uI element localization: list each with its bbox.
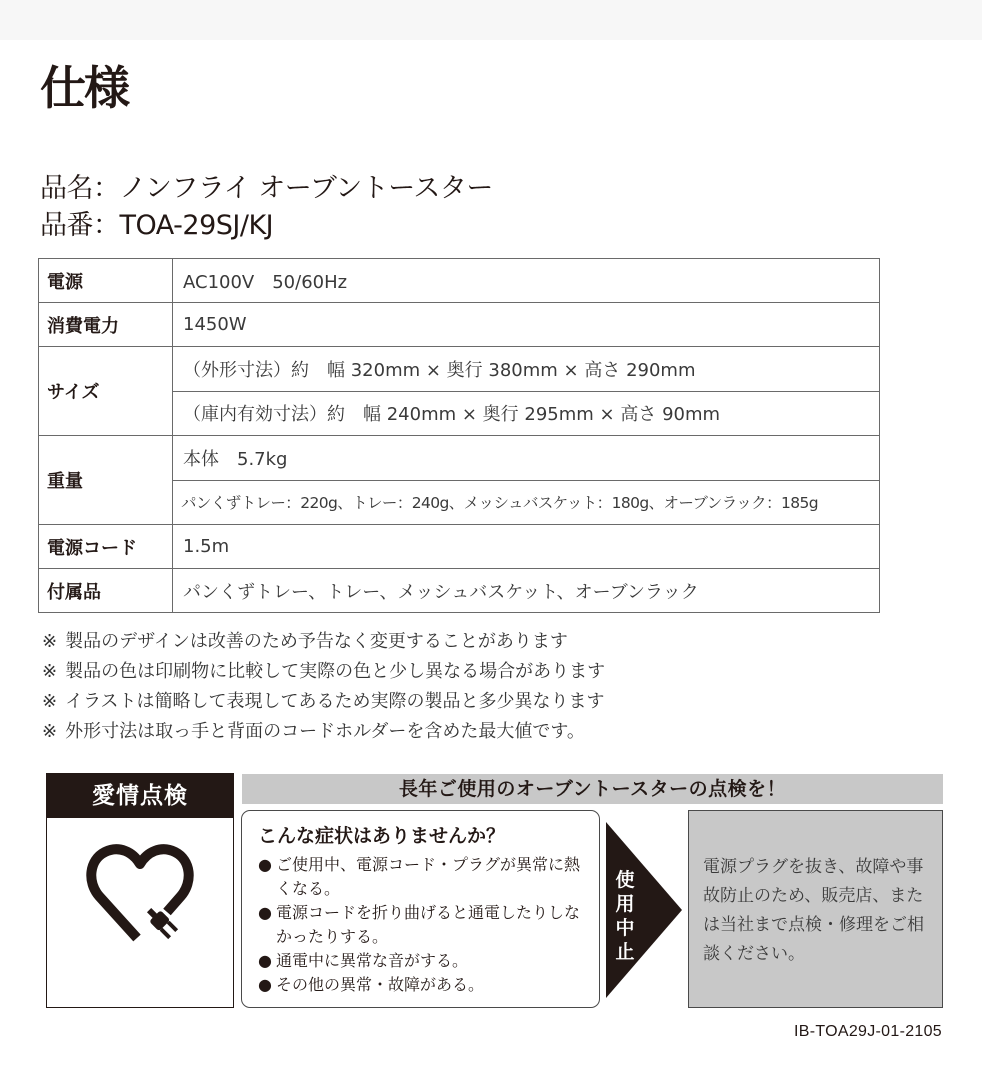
top-band	[0, 0, 982, 40]
note-item	[42, 687, 605, 717]
table-row	[39, 303, 880, 347]
stop-use-label	[610, 868, 640, 964]
spec-label: 重量	[39, 436, 173, 525]
symptom-text: ご使用中、電源コード・プラグが異常に熱くなる。	[276, 855, 581, 898]
spec-value: 1.5m	[173, 525, 880, 569]
bullet-icon: ●	[258, 903, 272, 922]
spec-label: 消費電力	[39, 303, 173, 347]
table-row	[39, 259, 880, 303]
note-item	[42, 717, 605, 747]
table-row	[39, 569, 880, 613]
symptom-text: 電源コードを折り曲げると通電したりしなかったりする。	[276, 903, 581, 946]
product-name-label: 品名：	[40, 173, 120, 204]
note-text: 外形寸法は取っ手と背面のコードホルダーを含めた最大値です。	[65, 721, 585, 742]
product-number-line	[40, 203, 273, 242]
spec-value: 1450W	[173, 303, 880, 347]
symptom-list	[258, 853, 594, 997]
spec-value: AC100V 50/60Hz	[173, 259, 880, 303]
spec-value: 本体 5.7kg	[173, 436, 880, 481]
table-row	[39, 436, 880, 481]
inspection-banner: 長年ご使用のオーブントースターの点検を！	[242, 774, 943, 804]
spec-value: パンくずトレー、トレー、メッシュバスケット、オーブンラック	[173, 569, 880, 613]
spec-value: （庫内有効寸法）約 幅 240mm × 奥行 295mm × 高さ 90mm	[173, 391, 880, 436]
list-item	[258, 949, 594, 973]
spec-label: 電源コード	[39, 525, 173, 569]
bullet-icon: ●	[258, 855, 272, 874]
inspection-badge-title: 愛情点検	[46, 773, 234, 818]
action-text: 電源プラグを抜き、故障や事故防止のため、販売店、または当社まで点検・修理をご相談ください。	[703, 857, 924, 964]
table-row	[39, 347, 880, 392]
stop-use-arrow	[606, 822, 682, 998]
bullet-icon: ●	[258, 975, 272, 994]
product-number-label: 品番：	[40, 210, 120, 241]
action-box	[688, 810, 943, 1008]
list-item	[258, 973, 594, 997]
spec-label: 電源	[39, 259, 173, 303]
note-mark: ※	[42, 691, 58, 712]
product-name: ノンフライ オーブントースター	[119, 173, 493, 204]
note-mark: ※	[42, 631, 58, 652]
list-item	[258, 901, 594, 949]
notes-list	[42, 627, 605, 747]
symptom-question: こんな症状はありませんか？	[258, 825, 506, 847]
symptom-text: その他の異常・故障がある。	[276, 975, 485, 994]
spec-label: 付属品	[39, 569, 173, 613]
page-title: 仕様	[40, 61, 128, 115]
note-mark: ※	[42, 661, 58, 682]
note-text: 製品の色は印刷物に比較して実際の色と少し異なる場合があります	[65, 661, 606, 682]
list-item	[258, 853, 594, 901]
spec-value: パンくずトレー：220g、トレー：240g、メッシュバスケット：180g、オーブンラック：185g	[173, 480, 880, 525]
note-item	[42, 657, 605, 687]
document-code: IB-TOA29J-01-2105	[794, 1023, 942, 1040]
note-item	[42, 627, 605, 657]
stop-use-char: 中	[615, 917, 635, 939]
stop-use-char: 使	[615, 869, 635, 891]
table-row	[39, 525, 880, 569]
note-text: イラストは簡略して表現してあるため実際の製品と多少異なります	[65, 691, 605, 712]
spec-label: サイズ	[39, 347, 173, 436]
heart-plug-icon	[85, 838, 195, 948]
stop-use-char: 止	[615, 941, 635, 963]
symptom-text: 通電中に異常な音がする。	[276, 951, 469, 970]
symptom-box	[241, 810, 600, 1008]
spec-table	[38, 258, 880, 613]
product-name-line	[40, 166, 493, 205]
spec-value: （外形寸法）約 幅 320mm × 奥行 380mm × 高さ 290mm	[173, 347, 880, 392]
product-number: TOA-29SJ/KJ	[119, 210, 274, 241]
note-text: 製品のデザインは改善のため予告なく変更することがあります	[65, 631, 568, 652]
inspection-badge-box	[46, 818, 234, 1008]
bullet-icon: ●	[258, 951, 272, 970]
stop-use-char: 用	[615, 893, 635, 915]
note-mark: ※	[42, 721, 58, 742]
